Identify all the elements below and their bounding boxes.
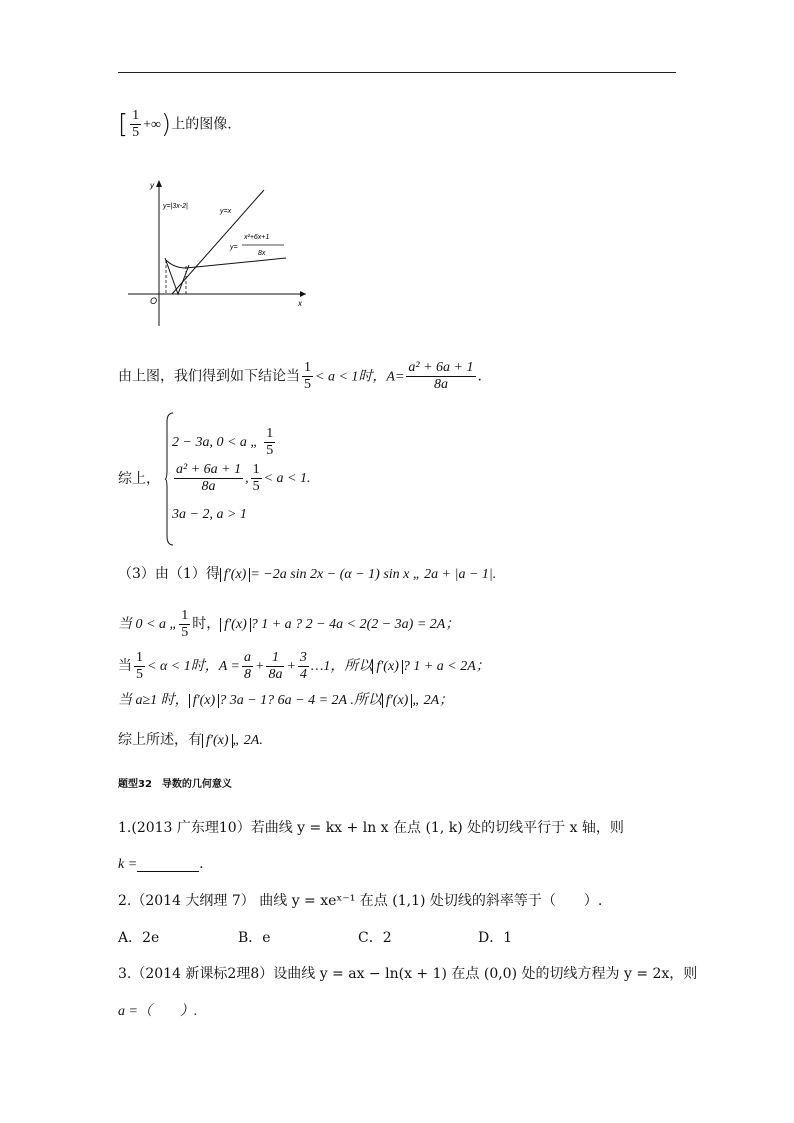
case-c-line: 当 a≥1 时， f′(x) ? 3a − 1? 6a − 4 = 2A .所以 f′(x) „ 2A； (118, 693, 454, 708)
question-3-line-2: a =（ ）. (118, 1004, 198, 1019)
x-axis-label: x (298, 299, 302, 308)
label-rational-lead: y= (230, 244, 238, 251)
final-line: 综上所述，有 f′(x) „ 2A. (118, 733, 263, 748)
question-2-stem: 2.（2014 大纲理 7） 曲线 y = xeˣ⁻¹ 在点 (1,1) 处切线的斜率等于（ ）. (118, 893, 603, 909)
conclusion-line: 由上图，我们得到如下结论当 $\frac{1}{5}$ < a < 1时，A= $\frac{\text{a² + 6a + 1}}{8a}$ . (118, 360, 482, 393)
y-axis-arrow (156, 180, 162, 187)
origin-label: O (150, 296, 158, 306)
conclusion-fraction: $\frac{\text{a² + 6a + 1}}{8a}$ (408, 360, 474, 393)
interval-line: [ $\frac{1}{5}$ +∞)上的图像. (118, 108, 232, 141)
option-a[interactable]: A．2e (118, 930, 160, 946)
option-b[interactable]: B．e (238, 930, 271, 946)
option-c[interactable]: C．2 (358, 930, 392, 946)
question-1-line-2: k = . (118, 856, 204, 872)
interval-fraction: $\frac{1}{5}$ (132, 108, 140, 141)
function-graph (124, 176, 314, 332)
label-rational-num: x²+6x+1 (244, 234, 270, 241)
label-identity: y=x (220, 208, 232, 215)
summary-label: 综上， (118, 471, 160, 487)
label-rational-den: 8x (258, 250, 266, 257)
case-a-line: 当 0 < a „ $\frac{1}{5}$ 时， f′(x) ? 1 + a ? 2 − 4a < 2(2 − 3a) = 2A； (118, 608, 460, 641)
section-title: 题型32 导数的几何意义 (118, 779, 232, 790)
question-1-line-1: 1.(2013 广东理10）若曲线 y = kx + ln x 在点 (1, k) 处的切线平行于 x 轴，则 (118, 820, 624, 836)
header-rule (118, 72, 676, 73)
label-abs: y=|3x-2| (163, 203, 188, 210)
piecewise-case-1: 2 − 3a, 0 < a „ $\frac{1}{5}$ (172, 426, 274, 459)
piecewise-case-2: $\frac{\text{a² + 6a + 1}}{8a}$ , $\frac{1}{5}$ < a < 1. (176, 462, 311, 495)
curve-rational (166, 258, 286, 268)
question-2-options (118, 931, 598, 945)
question-3-line-1: 3.（2014 新课标2理8）设曲线 y = ax − ln(x + 1) 在点 (0,0) 处的切线方程为 y = 2x，则 (118, 966, 698, 982)
option-d[interactable]: D．1 (478, 930, 513, 946)
y-axis-label: y (150, 181, 154, 190)
case-b-line: 当 $\frac{1}{5}$ < α < 1时，A = $\frac{a}{8}$ + $\frac{1}{8a}$ + $\frac{3}{4}$ …1，所以 f′(x) ? 1 + a < 2A； (118, 650, 490, 683)
x-axis-arrow (300, 291, 306, 297)
answer-blank[interactable] (137, 859, 199, 872)
part3-line: （3）由（1）得 f′(x) = −2a sin 2x − (α − 1) sin x „ 2a + |a − 1|. (118, 566, 497, 582)
piecewise-case-3: 3a − 2, a > 1 (172, 507, 247, 522)
